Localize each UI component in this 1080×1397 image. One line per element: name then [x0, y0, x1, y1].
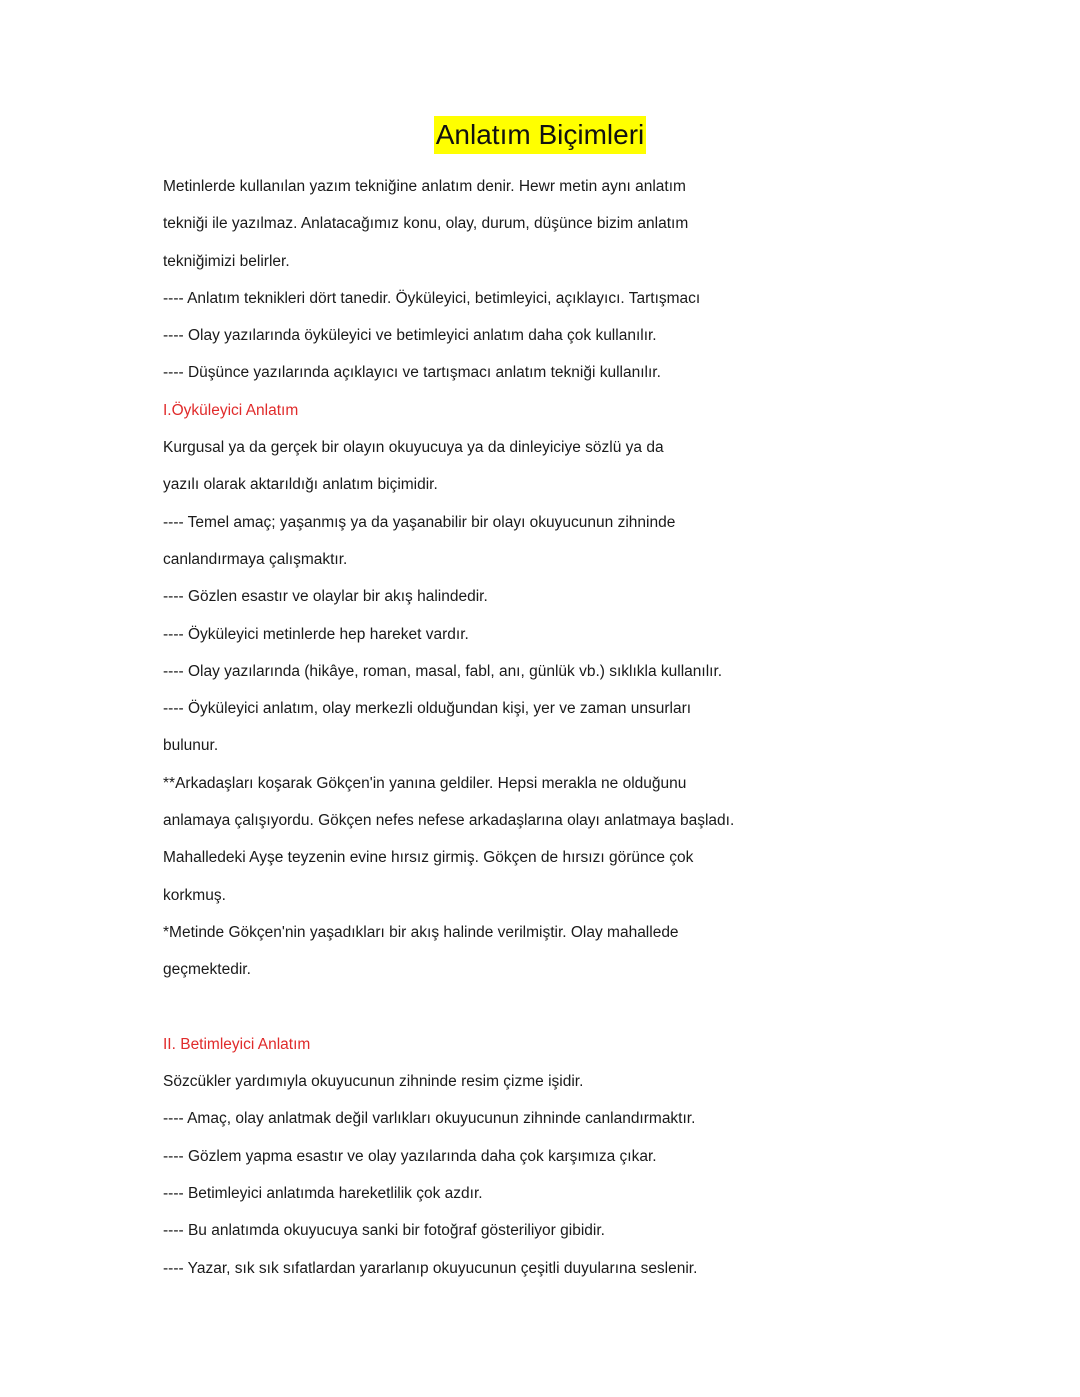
section2-bullet: ---- Amaç, olay anlatmak değil varlıkları okuyucunun zihninde canlandırmaktır. [163, 1110, 696, 1128]
section1-bullet: ---- Öyküleyici anlatım, olay merkezli olduğundan kişi, yer ve zaman unsurları [163, 700, 692, 718]
intro-line: tekniğimizi belirler. [163, 252, 290, 270]
intro-bullet: ---- Düşünce yazılarında açıklayıcı ve tartışmacı anlatım tekniği kullanılır. [163, 364, 661, 382]
example-note-line: geçmektedir. [163, 961, 251, 979]
section1-line: yazılı olarak aktarıldığı anlatım biçimidir. [163, 476, 438, 494]
example-line: korkmuş. [163, 886, 226, 904]
intro-line: tekniği ile yazılmaz. Anlatacağımız konu, olay, durum, düşünce bizim anlatım [163, 215, 689, 233]
intro-bullet: ---- Anlatım teknikleri dört tanedir. Öyküleyici, betimleyici, açıklayıcı. Tartışmacı [163, 289, 701, 307]
document-body [163, 168, 923, 1287]
intro-line: Metinlerde kullanılan yazım tekniğine anlatım denir. Hewr metin aynı anlatım [163, 178, 686, 195]
example-note-line: *Metinde Gökçen'nin yaşadıkları bir akış halinde verilmiştir. Olay mahallede [163, 923, 679, 941]
example-line: **Arkadaşları koşarak Gökçen'in yanına geldiler. Hepsi merakla ne olduğunu [163, 774, 687, 792]
section2-line: Sözcükler yardımıyla okuyucunun zihninde resim çizme işidir. [163, 1073, 584, 1091]
section2-bullet: ---- Yazar, sık sık sıfatlardan yararlanıp okuyucunun çeşitli duyularına seslenir. [163, 1259, 698, 1277]
section1-line: canlandırmaya çalışmaktır. [163, 550, 348, 568]
section2-bullet: ---- Gözlem yapma esastır ve olay yazılarında daha çok karşımıza çıkar. [163, 1147, 657, 1165]
section1-line: Kurgusal ya da gerçek bir olayın okuyucuya ya da dinleyiciye sözlü ya da [163, 439, 664, 457]
section2-bullet: ---- Bu anlatımda okuyucuya sanki bir fotoğraf gösteriliyor gibidir. [163, 1222, 605, 1240]
paragraph-spacer [163, 989, 923, 1026]
section1-line: bulunur. [163, 737, 219, 755]
section1-bullet: ---- Temel amaç; yaşanmış ya da yaşanabilir bir olayı okuyucunun zihninde [163, 513, 676, 531]
example-line: Mahalledeki Ayşe teyzenin evine hırsız girmiş. Gökçen de hırsızı görünce çok [163, 849, 694, 867]
section1-bullet: ---- Gözlen esastır ve olaylar bir akış halindedir. [163, 588, 488, 606]
title-container [0, 116, 1080, 154]
intro-bullet: ---- Olay yazılarında öyküleyici ve betimleyici anlatım daha çok kullanılır. [163, 327, 657, 345]
page-title: Anlatım Biçimleri [434, 116, 646, 154]
section-heading-narrative: I.Öyküleyici Anlatım [163, 401, 299, 419]
section2-bullet: ---- Betimleyici anlatımda hareketlilik çok azdır. [163, 1185, 483, 1203]
section-heading-descriptive: II. Betimleyici Anlatım [163, 1035, 311, 1053]
section1-bullet: ---- Öyküleyici metinlerde hep hareket vardır. [163, 625, 469, 643]
section1-bullet: ---- Olay yazılarında (hikâye, roman, masal, fabl, anı, günlük vb.) sıklıkla kullanılır. [163, 662, 723, 680]
example-line: anlamaya çalışıyordu. Gökçen nefes nefese arkadaşlarına olayı anlatmaya başladı. [163, 812, 735, 830]
